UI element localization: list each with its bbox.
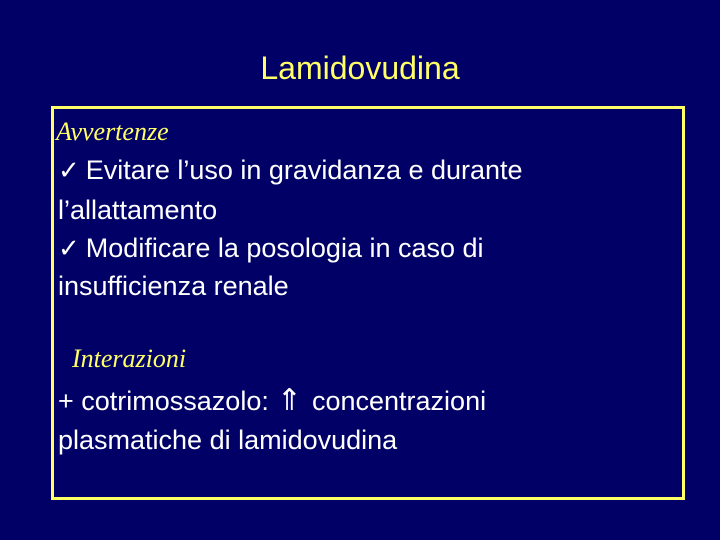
interactions-heading: Interazioni (72, 344, 187, 373)
warning-item-1-line-1 (58, 152, 523, 189)
slide-title: Lamidovudina (260, 50, 460, 86)
checkmark-icon: ✓ (58, 234, 80, 264)
interaction-drug: + cotrimossazolo: (58, 386, 269, 416)
interaction-line-2: plasmatiche di lamidovudina (58, 425, 398, 455)
interaction-effect: concentrazioni (311, 386, 487, 416)
double-up-arrow-icon: ⇑ (276, 383, 302, 418)
warning-item-1-text: Evitare l’uso in gravidanza e durante (85, 155, 523, 185)
warning-item-1-line-2: l’allattamento (58, 195, 218, 225)
warnings-heading: Avvertenze (56, 117, 169, 146)
warning-item-2-text: Modificare la posologia in caso di (85, 233, 484, 263)
warning-item-2-line-1 (58, 230, 484, 267)
warning-item-2-line-2: insufficienza renale (58, 271, 289, 301)
interaction-line-1 (58, 383, 486, 419)
checkmark-icon: ✓ (58, 156, 80, 186)
